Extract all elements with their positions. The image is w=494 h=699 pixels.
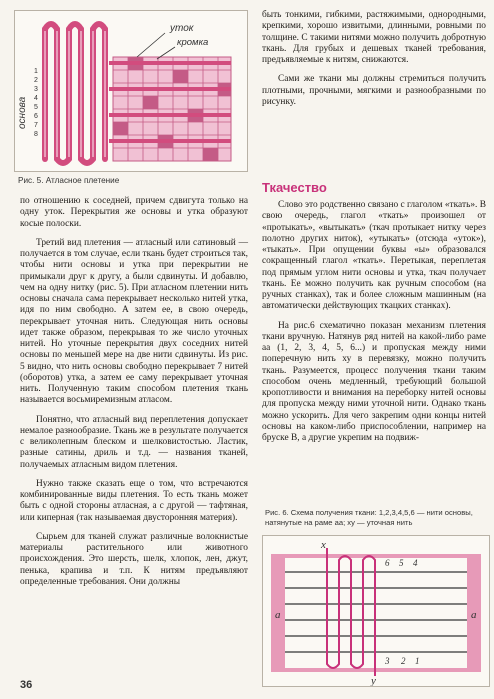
frame-top (285, 554, 467, 558)
paragraph: быть тонкими, гибкими, растяжимыми, однородными, крепкими, хорошо извитыми, длинными, ровными по толщине. С такими нитями можно получить добротную ткань. Для грубых и дешевых тканей требования, предъявляемые к нитям, снижаются. (262, 10, 486, 65)
weft-thread-xy (327, 548, 375, 676)
thread-number: 5 (399, 558, 404, 568)
label-warp: основа (17, 96, 28, 129)
figure-5-satin-weave-diagram (14, 10, 248, 172)
pointer-weft (137, 33, 165, 57)
paragraph: Третий вид плетения — атласный или сатиновый — получается в том случае, если ткань будет строиться так, чтобы нити основы и утка при перекрытии не примыкали друг к другу, а были сдвинуты. И добавлю, чем на одну нитку (рис. 5). При атласном плетении нить основы сначала сама перекрывает несколько нитей утка, идя по ним свободно. А затем ее, в свою очередь, перекрывает уточная нить. Следующая нить основы идет также образом, перекрывая то же число уточных нитей. Но уточные перекрытия двух соседних нитей основы по меньшей мере на две нити сдвинуты. Из рис. 5 видно, что нить основы свободно перекрывает 7 нитей (оборотов) утка, а затем ее саму перекрывает уточная нить. Полученную таким способом плетения ткань называется восьмиремизным атласом. (20, 237, 248, 406)
label-frame-a-left: а (275, 609, 281, 621)
thread-number: 2 (401, 656, 406, 666)
paragraph: Сырьем для тканей служат различные волокнистые материалы растительного или животного происхождения. Это шерсть, шелк, хлопок, лен, джут, пенька, крапива и т.п. К нитям предъявляют определенные требования. Они должны (20, 531, 248, 587)
figure-6-manual-weaving-diagram (262, 535, 490, 687)
warp-number: 7 (34, 122, 38, 129)
label-frame-a-right: а (471, 609, 477, 621)
section-title-weaving: Ткачество (262, 180, 327, 195)
thread-number: 6 (385, 558, 390, 568)
paragraph: На рис.6 схематично показан механизм плетения ткани вручную. Натянув ряд нитей на какой-либо раме аа (1, 2, 3, 4, 5, 6...) и пропуская между ними поперечную нить ху в перевязку, можно получить ткань. Разумеется, процесс получения ткани таким способом очень медленный, требующий большой кропотливости и внимания на переборку нитей основы для пропуска между ними уточной нити. Однако ткань можно ускорить. Для чего закрепим одни концы нитей основы на каком-либо приспособлении, например на бруске В, а другие укрепим на подвиж- (262, 320, 486, 443)
paragraph: по отношению к соседней, причем сдвигута только на одну уток. Перекрытия же основы и утка образуют косые полоски. (20, 196, 248, 229)
warp-number: 3 (34, 86, 38, 93)
warp-number: 2 (34, 77, 38, 84)
thread-number: 3 (385, 656, 390, 666)
paragraph: Нужно также сказать еще о том, что встречаются комбинированные виды плетения. То есть ткань может быть с одной стороны атласная, а с другой — тафтяная, или киперная (так называемая двусторонняя материя). (20, 478, 248, 523)
thread-number-labels (384, 558, 420, 666)
paragraph: Сами же ткани мы должны стремиться получить плотными, прочными, мягкими и разнообразными по рисунку. (262, 74, 486, 107)
satin-weave-illustration (15, 11, 247, 171)
label-y: у (371, 675, 376, 686)
left-column-text (20, 196, 248, 588)
figure-5-caption: Рис. 5. Атласное плетение (18, 176, 120, 185)
thread-number: 4 (413, 558, 418, 568)
right-column-top-text (262, 10, 486, 108)
label-x: х (321, 539, 326, 551)
paragraph: Понятно, что атласный вид переплетения допускает немалое разнообразие. Ткань же в результате получается с великолепным блеском и шелковистостью. Ластик, разные сатины, дриль и т.д. — названия тканей, получаемых атласным видом плетения. (20, 414, 248, 470)
page-number: 36 (20, 679, 33, 691)
warp-number: 8 (34, 131, 38, 138)
right-column-main-text (262, 200, 486, 444)
warp-number: 4 (34, 95, 38, 102)
warp-number: 1 (34, 68, 38, 75)
warp-number: 5 (34, 104, 38, 111)
figure-6-caption: Рис. 6. Схема получения ткани: 1,2,3,4,5,6 — нити основы, натянутые на раме аа; ху — уточная нить (265, 508, 473, 527)
paragraph: Слово это родственно связано с глаголом «ткать». В свою очередь, глагол «ткать» произошел от «протыкать», «вытыкать» (ткач протыкает нитку через полотно других ниток), «утыкать» (отсюда «уток»), «тыкать». При опущении буквы «ы» образовался сокращенный глагол «ткать». Перетыкая, переплетая под прямым углом нити основы и утка, ткач получает ткань. Ее можно получить как ручным способом (на ручных станках), так и более сложным машинным (на автоматически действующих ткацких станках). (262, 200, 486, 312)
weft-threads (45, 24, 105, 163)
thread-number: 1 (415, 656, 420, 666)
manual-weaving-illustration (263, 536, 489, 686)
label-selvage: кромка (177, 37, 209, 48)
weave-grid (113, 57, 231, 161)
warp-number-labels (34, 68, 38, 138)
warp-number: 6 (34, 113, 38, 120)
label-weft: уток (170, 23, 194, 34)
